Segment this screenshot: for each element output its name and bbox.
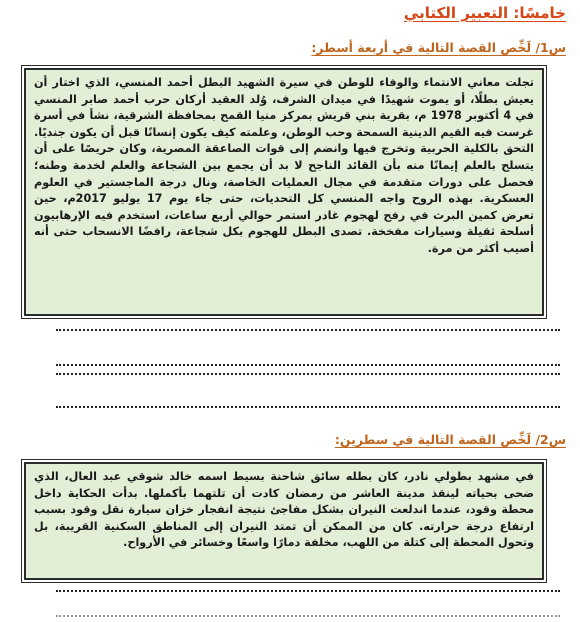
section-title: خامسًا: التعبير الكتابي — [403, 4, 566, 22]
story-2-box: في مشهد بطولي نادر، كان بطله سائق شاحنة بسيط اسمه خالد شوقي عبد العال، الذي ضحى بحياته لينقذ مدينة العاشر من رمضان كادت أن تلتهما بأكملها. بدأت الحكاية داخل محطة وقود، عندما اندلعت النيران بشكل مفاجئ نتيجة انفجار خزان سيارة نقل وقود بسبب ارتفاع درجة حرارته. كان من الممكن أن تمتد النيران إلى المناطق السكنية القريبة، بل وتحول المحطة إلى كتلة من اللهب، مخلفة دمارًا واسعًا وخسائر في الأرواح. — [24, 462, 544, 580]
answer-line[interactable] — [56, 364, 560, 366]
answer-line[interactable] — [56, 590, 560, 592]
story-1-box: تجلت معاني الانتماء والوفاء للوطن في سيرة الشهيد البطل أحمد المنسي، الذي اختار أن يعيش بطلًا، أو يموت شهيدًا في ميدان الشرف، وُلد العقيد أركان حرب أحمد صابر المنسي في 4 أكتوبر 1978 م، بقرية بني قريش بمركز منيا القمح بمحافظة الشرقية، نشأ في أسرة غرست فيه القيم الدينية السمحة وحب الوطن، وعلمته كيف يكون إنسانًا قبل أن يكون جنديًا. التحق بالكلية الحربية وتخرج فيها وانضم إلى قوات الصاعقة المصرية، وكان حريصًا على أن يتسلح بالعلم إيمانًا منه بأن القائد الناجح لا بد أن يجمع بين الشجاعة والعلم لخدمة وطنه؛ فحصل على دورات متقدمة في مجال العمليات الخاصة، ونال درجة الماجستير في العلوم العسكرية. بهذه الروح واجه المنسي كل التحديات، حتى جاء يوم 17 يوليو 2017م، حين تعرض كمين البرث في رفح لهجوم غادر استمر حوالي أربع ساعات، استخدم فيه الإرهابيون أسلحة ثقيلة وسيارات مفخخة. تصدى البطل للهجوم بكل شجاعة، رافضًا الانسحاب حتى أنه أصيب أكثر من مرة. — [24, 68, 544, 316]
answer-line[interactable] — [56, 615, 560, 617]
answer-line[interactable] — [56, 406, 560, 408]
answer-line[interactable] — [56, 373, 560, 375]
question-2: س2/ لَخِّص القصة التالية في سطرين: — [334, 432, 566, 447]
question-1: س1/ لَخِّص القصة التالية في أربعة أسطر: — [311, 40, 566, 55]
answer-line[interactable] — [56, 329, 560, 331]
